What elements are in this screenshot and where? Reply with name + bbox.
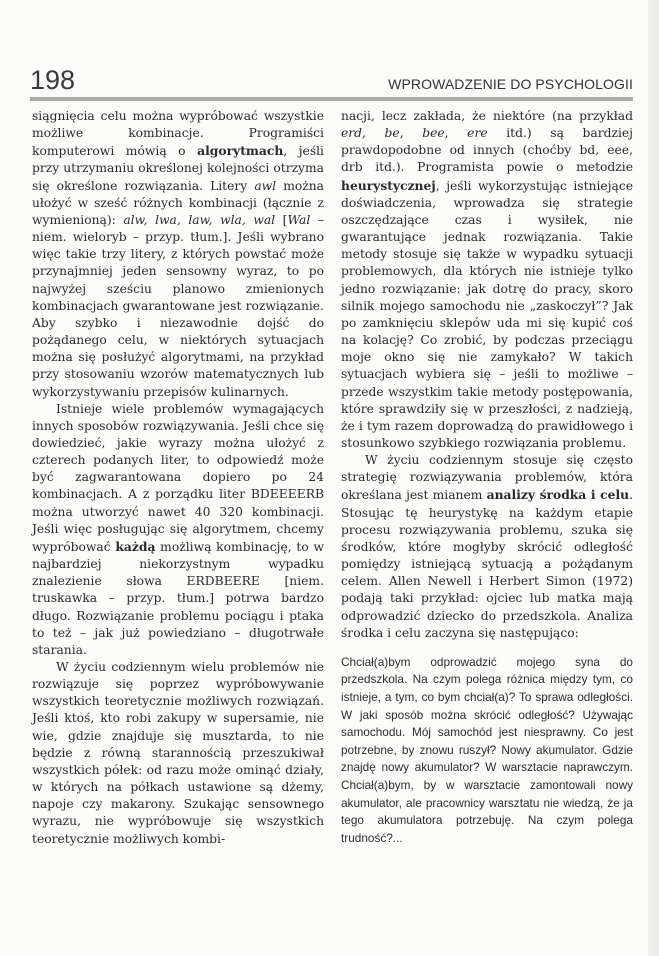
paragraph: Istnieje wiele problemów wymagających innych sposobów rozwiązywania. Jeśli chce się dowiedzieć, jakie wyrazy można ułożyć z czterech podanych liter, to odpowiedź może być zagwarantowana dopiero po 24 kombinacjach. A z porządku liter BDEEEERB można utworzyć nawet 40 320 kombinacji. Jeśli więc posługując się algorytmem, chcemy wypróbować każdą możliwą kombinację, to w najbardziej niekorzystnym wypadku znalezienie słowa ERDBEERE [niem. truskawka – przyp. tłum.] potrwa bardzo długo. Rozwiązanie problemu pociągu i ptaka to też – jak już powiedziano – długotrwałe starania. [32,401,324,657]
page-number: 198 [30,65,76,95]
paragraph: W życiu codziennym wielu problemów nie rozwiązuje się poprzez wypróbowywanie wszystkich teoretycznie możliwych rozwiązań. Jeśli ktoś, kto robi zakupy w supersamie, nie wie, gdzie znajduje się musztarda, to nie będzie z równą starannością przeszukiwał wszystkich półek: od razu może ominąć działy, w których na półkach ustawione są dżemy, napoje czy makarony. Szukając sensownego wyrazu, nie wypróbowuje się wszystkich teoretycznie możliwych kombi- [32,660,324,846]
paragraph: nacji, lecz zakłada, że niektóre (na przykład erd, be, bee, ere itd.) są bardziej prawdopodobne od innych (choćby bd, eee, drb itd.). Programista powie o metodzie heurystycznej, jeśli wykorzystując istniejące doświadczenia, wprowadza się strategie oszczędzające czas i wysiłek, nie gwarantujące jednak rozwiązania. Takie metody stosuje się także w wypadku sytuacji problemowych, dla których nie istnieje tylko jedno rozwiązanie: jak dotrę do pracy, skoro silnik mojego samochodu nie „zaskoczył”? Jak po zamknięciu sklepów uda mi się kupić coś na kolację? Co zrobić, by podczas przeciągu moje okno się nie zamykało? W takich sytuacjach wybiera się – jeśli to możliwe – przede wszystkim takie metody postępowania, które sprawdziły się w przeszłości, z nadzieją, że i tym razem doprowadzą do prawidłowego i stosunkowo szybkiego rozwiązania problemu. [341,109,633,450]
running-title: WPROWADZENIE DO PSYCHOLOGII [388,76,633,92]
left-column [32,108,324,848]
page-edge-shadow [648,0,659,956]
paragraph: W życiu codziennym stosuje się często strategię rozwiązywania problemów, która określana jest mianem analizy środka i celu. Stosując tę heurystykę na każdym etapie procesu rozwiązywania problemu, szuka się środków, które mogłyby skrócić odległość pomiędzy istniejącą sytuacją a pożądanym celem. Allen Newell i Herbert Simon (1972) podają taki przykład: ojciec lub matka mają odprowadzić dziecko do przedszkola. Analiza środka i celu zaczyna się następująco: [341,453,633,640]
paragraph: siągnięcia celu można wypróbować wszystkie możliwe kombinacje. Programiści komputerowi mówią o algorytmach, jeśli przy utrzymaniu określonej kolejności otrzyma się określone rozwiązania. Litery awl można ułożyć w sześć różnych kombinacji (łącznie z wymienioną): alw, lwa, law, wla, wal [Wal – niem. wieloryb – przyp. tłum.]. Jeśli wybrano więc takie trzy litery, z których powstać może przynajmniej jeden sensowny wyraz, to po najwyżej sześciu planowo zmienionych kombinacjach gwarantowane jest rozwiązanie. Aby szybko i niezawodnie dojść do pożądanego celu, w niektórych sytuacjach można się posłużyć algorytmami, na przykład przy stosowaniu wzorów matematycznych lub wykorzystywaniu przepisów kulinarnych. [32,109,325,399]
term-algorytmach: algorytmach [197,143,284,159]
page-header [30,66,633,96]
example-quote: Chciał(a)bym odprowadzić mojego syna do przedszkola. Na czym polega różnica między tym, co istnieje, a tym, co bym chciał(a)? To sprawa odległości. W jaki sposób można skrócić odległość? Używając samochodu. Mój samochód jest niesprawny. Co jest potrzebne, by znowu ruszył? Nowy akumulator. Gdzie znajdę nowy akumulator? W warsztacie naprawczym. Chciał(a)bym, by w warsztacie zamontowali nowy akumulator, ale pracownicy warsztatu nie wiedzą, że ja tego akumulatora potrzebuję. Na czym polega trudność?... [341,654,633,845]
term-analiza-srodka-i-celu: analizy środka i celu [486,487,630,503]
emphasis-kazda: każdą [115,538,156,554]
term-heurystycznej: heurystycznej [341,177,436,193]
right-column [341,108,633,847]
header-rule [30,97,633,101]
